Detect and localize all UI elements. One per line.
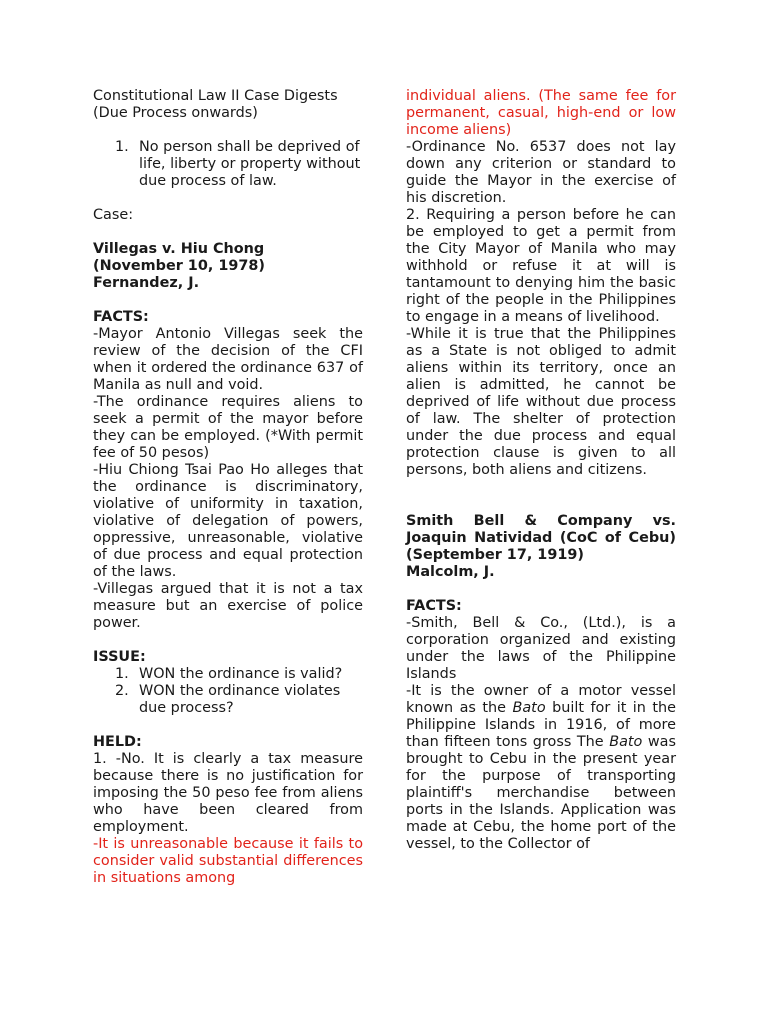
held-heading: HELD: — [93, 734, 142, 750]
fact-paragraph: -Smith, Bell & Co., (Ltd.), is a corporation organized and existing under the laws of the Philippine Islands — [406, 615, 676, 682]
vessel-name: Bato — [512, 700, 546, 716]
list-item: 2. WON the ordinance violates due process? — [115, 683, 341, 716]
fact-paragraph: -Hiu Chiong Tsai Pao Ho alleges that the ordinance is discriminatory, violative of uniformity in taxation, violative of delegation of powers, oppressive, unreasonable, violative of due process and equal protection of the laws. — [93, 462, 363, 580]
principle-list — [93, 139, 363, 190]
facts-heading: FACTS: — [406, 598, 462, 614]
document-subtitle: (Due Process onwards) — [93, 105, 258, 121]
case-title: Smith Bell & Company vs. Joaquin Natividad (CoC of Cebu) (September 17, 1919) — [406, 513, 676, 563]
held-paragraph: -While it is true that the Philippines as a State is not obliged to admit aliens within its territory, once an alien is admitted, he cannot be deprived of life without due process of law. The shelter of protection under the due process and equal protection clause is given to all persons, both aliens and citizens. — [406, 326, 676, 478]
right-column — [406, 88, 676, 853]
held-paragraph: 1. -No. It is clearly a tax measure because there is no justification for imposing the 50 peso fee from aliens who have been cleared from employment. — [93, 751, 363, 835]
issue-heading: ISSUE: — [93, 649, 146, 665]
held-paragraph-red: -It is unreasonable because it fails to consider valid substantial differences in situations among — [93, 836, 363, 886]
issue-list — [93, 666, 363, 717]
case-title: Villegas v. Hiu Chong — [93, 241, 265, 257]
case-date: (November 10, 1978) — [93, 258, 265, 274]
case-ponente: Fernandez, J. — [93, 275, 200, 291]
held-paragraph: 2. Requiring a person before he can be employed to get a permit from the City Mayor of Manila who may withhold or refuse it at will is tantamount to denying him the basic right of the people in the Philippines to engage in a means of livelihood. — [406, 207, 676, 325]
fact-paragraph: -Mayor Antonio Villegas seek the review of the decision of the CFI when it ordered the ordinance 637 of Manila as null and void. — [93, 326, 363, 393]
fact-paragraph: -The ordinance requires aliens to seek a permit of the mayor before they can be employed. (*With permit fee of 50 pesos) — [93, 394, 363, 461]
fact-paragraph: -It is the owner of a motor vessel known as the Bato built for it in the Philippine Islands in 1916, of more than fifteen tons gross The Bato was brought to Cebu in the present year for the purpose of transporting plaintiff's merchandise between ports in the Islands. Application was made at Cebu, the home port of the vessel, to the Collector of — [406, 683, 676, 852]
list-item: 1. WON the ordinance is valid? — [115, 666, 343, 682]
case-label: Case: — [93, 207, 134, 223]
vessel-name: Bato — [609, 734, 643, 750]
left-column — [93, 88, 363, 887]
fact-paragraph: -Villegas argued that it is not a tax measure but an exercise of police power. — [93, 581, 363, 631]
document-title: Constitutional Law II Case Digests — [93, 88, 338, 104]
case-ponente: Malcolm, J. — [406, 564, 495, 580]
list-item: 1. No person shall be deprived of life, liberty or property without due process of law. — [115, 139, 361, 189]
held-paragraph-red-continued: individual aliens. (The same fee for permanent, casual, high-end or low income aliens) — [406, 88, 676, 138]
facts-heading: FACTS: — [93, 309, 149, 325]
held-paragraph: -Ordinance No. 6537 does not lay down any criterion or standard to guide the Mayor in the exercise of his discretion. — [406, 139, 676, 206]
